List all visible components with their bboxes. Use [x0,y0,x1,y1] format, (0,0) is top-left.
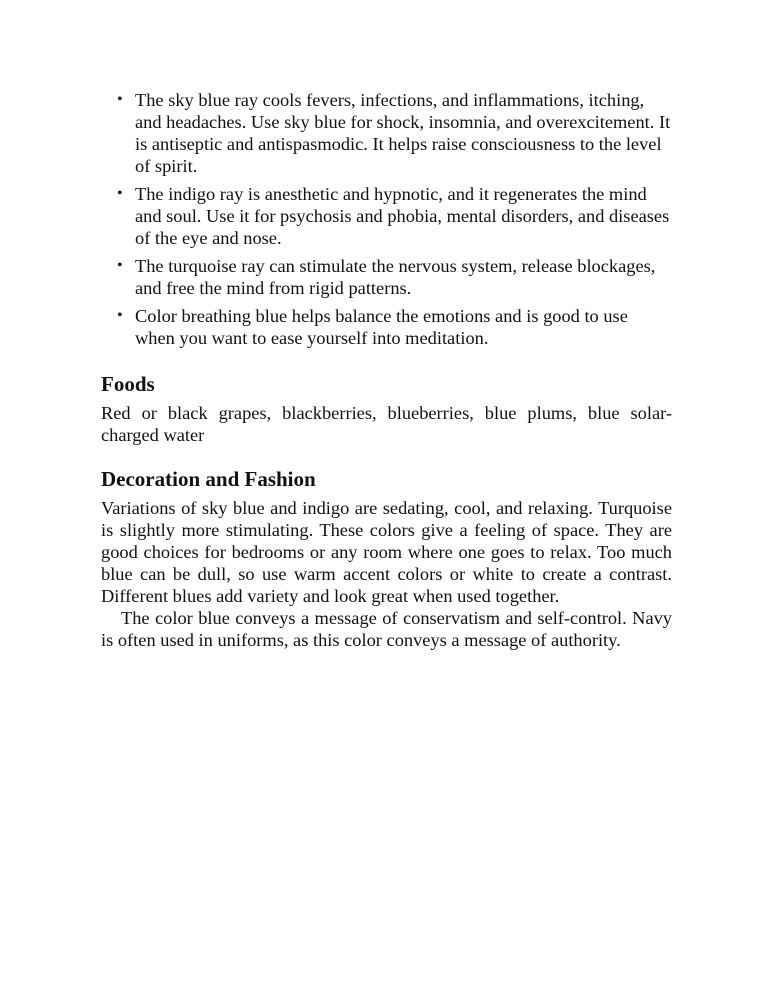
list-item-text: The indigo ray is anesthetic and hypnotic, and it regenerates the mind and soul. Use it for psychosis and phobia, mental disorders, and diseases of the eye and nose. [135,184,670,248]
foods-heading: Foods [101,372,155,396]
document-page [101,89,672,651]
foods-paragraph: Red or black grapes, blackberries, blueberries, blue plums, blue solar-charged water [101,403,672,445]
list-item-text: The sky blue ray cools fevers, infections, and inflammations, itching, and headaches. Use sky blue for shock, insomnia, and overexcitement. It is antiseptic and antispasmodic. It helps raise consciousness to the level of spirit. [135,90,671,176]
list-item [101,255,672,299]
bullet-icon: • [117,307,123,324]
list-item-text: Color breathing blue helps balance the emotions and is good to use when you want to ease yourself into meditation. [135,306,628,348]
list-item [101,183,672,249]
list-item-text: The turquoise ray can stimulate the nervous system, release blockages, and free the mind from rigid patterns. [135,256,656,298]
bullet-icon: • [117,257,123,274]
bullet-icon: • [117,91,123,108]
list-item [101,305,672,349]
list-item [101,89,672,177]
decoration-heading: Decoration and Fashion [101,467,316,491]
decoration-paragraph: Variations of sky blue and indigo are sedating, cool, and relaxing. Turquoise is slightly more stimulating. These colors give a feeling of space. They are good choices for bedrooms or any room where one goes to relax. Too much blue can be dull, so use warm accent colors or white to create a contrast. Different blues add variety and look great when used together. [101,498,672,606]
decoration-paragraph: The color blue conveys a message of conservatism and self-control. Navy is often used in uniforms, as this color conveys a message of authority. [101,608,672,650]
bullet-icon: • [117,185,123,202]
bullet-list [101,89,672,349]
